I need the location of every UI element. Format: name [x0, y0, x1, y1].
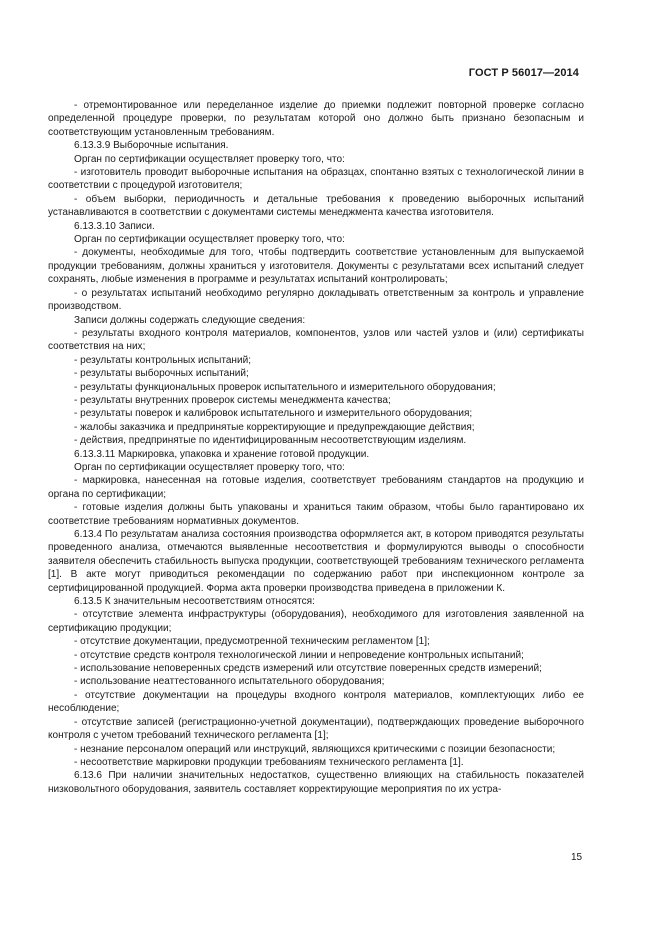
paragraph: 6.13.4 По результатам анализа состояния производства оформляется акт, в котором приводятся результаты проведенного анализа, отмечаются выявленные несоответствия и формулируются выводы о способности заявителя обеспечить стабильность выпуска продукции, соответствующей требованиям технического регламента [1]. В акте могут приводиться рекомендации по содержанию работ при инспекционном контроле за сертифицированной продукцией. Форма акта проверки производства приведена в приложении К. — [48, 529, 584, 594]
list-item: - документы, необходимые для того, чтобы подтвердить соответствие установленным для выпускаемой продукции требованиям, должны храниться у изготовителя. Документы с результатами всех испытаний следует сохранять, любые изменения в программе и результатах испытаний контролировать; — [48, 247, 584, 286]
list-item: - отсутствие элемента инфраструктуры (оборудования), необходимого для изготовления заявленной на сертификацию продукции; — [48, 609, 584, 634]
document-header: ГОСТ Р 56017—2014 — [468, 67, 579, 79]
list-item: - использование неповеренных средств измерений или отсутствие поверенных средств измерений; — [74, 663, 542, 675]
document-body — [48, 99, 584, 796]
list-item: - результаты входного контроля материалов, компонентов, узлов или частей узлов и (или) сертификаты соответствия на них; — [48, 327, 584, 353]
paragraph: Орган по сертификации осуществляет проверку того, что: — [74, 153, 345, 165]
paragraph: Орган по сертификации осуществляет проверку того, что: — [74, 234, 345, 246]
list-item: - о результатах испытаний необходимо регулярно докладывать ответственным за контроль и управление производством. — [48, 287, 584, 313]
section-heading: 6.13.3.9 Выборочные испытания. — [74, 140, 229, 152]
list-item: - результаты поверок и калибровок испытательного и измерительного оборудования; — [74, 408, 473, 420]
list-item: - отсутствие средств контроля технологической линии и непроведение контрольных испытаний; — [74, 649, 524, 661]
list-item: - результаты функциональных проверок испытательного и измерительного оборудования; — [74, 381, 496, 393]
list-item: - действия, предпринятые по идентифицированным несоответствующим изделиям. — [74, 435, 467, 447]
list-item: - жалобы заказчика и предпринятые корректирующие и предупреждающие действия; — [74, 421, 475, 433]
section-heading: 6.13.5 К значительным несоответствиям относятся: — [74, 596, 315, 608]
section-heading: 6.13.3.10 Записи. — [74, 220, 155, 232]
list-item: - объем выборки, периодичность и детальные требования к проведению выборочных испытаний устанавливаются в соответствии с документами системы менеджмента качества изготовителя. — [48, 193, 584, 219]
section-heading: 6.13.3.11 Маркировка, упаковка и хранение готовой продукции. — [74, 448, 370, 460]
list-item: - отсутствие записей (регистрационно-учетной документации), подтверждающих проведение выборочного контроля с учетом требований технического регламента [1]; — [48, 716, 584, 742]
list-item: - изготовитель проводит выборочные испытания на образцах, спонтанно взятых с технологической линии в соответствии с процедурой изготовителя; — [48, 167, 584, 192]
list-item: - результаты выборочных испытаний; — [74, 368, 249, 380]
list-item: - несоответствие маркировки продукции требованиям технического регламента [1]. — [74, 756, 464, 768]
paragraph: - отремонтированное или переделанное изделие до приемки подлежит повторной проверке согласно определенной процедуре проверки, по результатам которой оно должно быть признано безопасным и соответствующим установленным требованиям. — [48, 100, 584, 138]
list-item: - готовые изделия должны быть упакованы и храниться таким образом, чтобы было гарантировано их соответствие требованиям нормативных документов. — [48, 502, 584, 527]
list-item: - использование неаттестованного испытательного оборудования; — [74, 676, 385, 688]
page-number: 15 — [571, 852, 583, 863]
list-item: - результаты контрольных испытаний; — [74, 354, 251, 366]
list-item: - отсутствие документации, предусмотренной техническим регламентом [1]; — [74, 636, 430, 648]
paragraph: Записи должны содержать следующие сведения: — [74, 314, 306, 326]
paragraph: 6.13.6 При наличии значительных недостатков, существенно влияющих на стабильность показателей низковольтного оборудования, заявитель составляет корректирующие мероприятия по их устра- — [48, 770, 584, 795]
paragraph: Орган по сертификации осуществляет проверку того, что: — [74, 461, 345, 473]
list-item: - отсутствие документации на процедуры входного контроля материалов, комплектующих либо ее несоблюдение; — [48, 689, 584, 715]
list-item: - маркировка, нанесенная на готовые изделия, соответствует требованиям стандартов на продукцию и органа по сертификации; — [48, 475, 584, 500]
list-item: - результаты внутренних проверок системы менеджмента качества; — [74, 394, 391, 406]
list-item: - незнание персоналом операций или инструкций, являющихся критическими с позиции безопасности; — [74, 743, 556, 755]
